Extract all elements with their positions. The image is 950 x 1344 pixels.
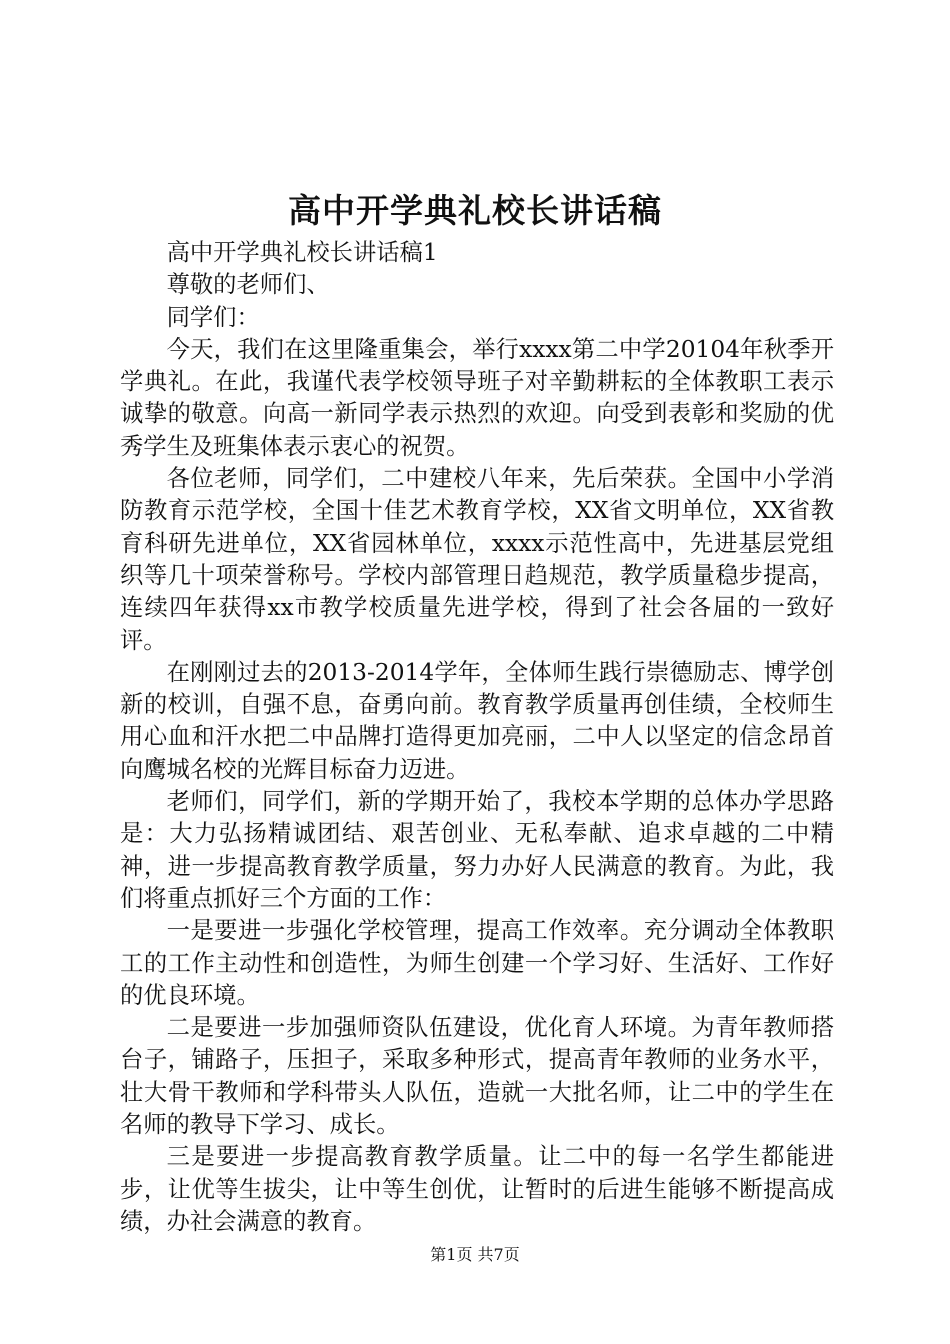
paragraph-opening: 今天，我们在这里隆重集会，举行xxxx第二中学20104年秋季开学典礼。在此，我谨代表学校领导班子对辛勤耕耘的全体教职工表示诚挚的敬意。向高一新同学表示热烈的欢迎。向受到表彰和奖励的优秀学生及班集体表示衷心的祝贺。 <box>120 335 834 460</box>
document-body <box>120 237 834 1238</box>
paragraph-salutation-teachers: 尊敬的老师们、 <box>166 271 330 299</box>
paragraph-point-one: 一是要进一步强化学校管理，提高工作效率。充分调动全体教职工的工作主动性和创造性，为师生创建一个学习好、生活好、工作好的优良环境。 <box>120 917 834 1009</box>
paragraph-point-two: 二是要进一步加强师资队伍建设，优化育人环境。为青年教师搭台子，铺路子，压担子，采取多种形式，提高青年教师的业务水平，壮大骨干教师和学科带头人队伍，造就一大批名师，让二中的学生在名师的教导下学习、成长。 <box>120 1014 834 1139</box>
page-footer <box>0 1244 950 1266</box>
paragraph-salutation-students: 同学们： <box>166 303 260 331</box>
document-title: 高中开学典礼校长讲话稿 <box>288 191 662 230</box>
paragraph-subtitle: 高中开学典礼校长讲话稿1 <box>166 239 438 266</box>
paragraph-honors: 各位老师，同学们，二中建校八年来，先后荣获。全国中小学消防教育示范学校，全国十佳艺术教育学校，XX省文明单位，XX省教育科研先进单位，XX省园林单位，xxxx示范性高中，先进基层党组织等几十项荣誉称号。学校内部管理日趋规范，教学质量稳步提高，连续四年获得xx市教学校质量先进学校，得到了社会各届的一致好评。 <box>120 465 834 654</box>
paragraph-past-year: 在刚刚过去的2013-2014学年，全体师生践行崇德励志、博学创新的校训，自强不息，奋勇向前。教育教学质量再创佳绩，全校师生用心血和汗水把二中品牌打造得更加亮丽，二中人以坚定的信念昂首向鹰城名校的光辉目标奋力迈进。 <box>120 658 834 783</box>
page-number: 第1页 <box>430 1245 473 1264</box>
paragraph-point-three: 三是要进一步提高教育教学质量。让二中的每一名学生都能进步，让优等生拔尖，让中等生创优，让暂时的后进生能够不断提高成绩，办社会满意的教育。 <box>120 1143 834 1235</box>
paragraph-new-semester: 老师们，同学们，新的学期开始了，我校本学期的总体办学思路是：大力弘扬精诚团结、艰苦创业、无私奉献、追求卓越的二中精神，进一步提高教育教学质量，努力办好人民满意的教育。为此，我们将重点抓好三个方面的工作： <box>120 788 834 912</box>
page-total: 共7页 <box>477 1245 520 1264</box>
